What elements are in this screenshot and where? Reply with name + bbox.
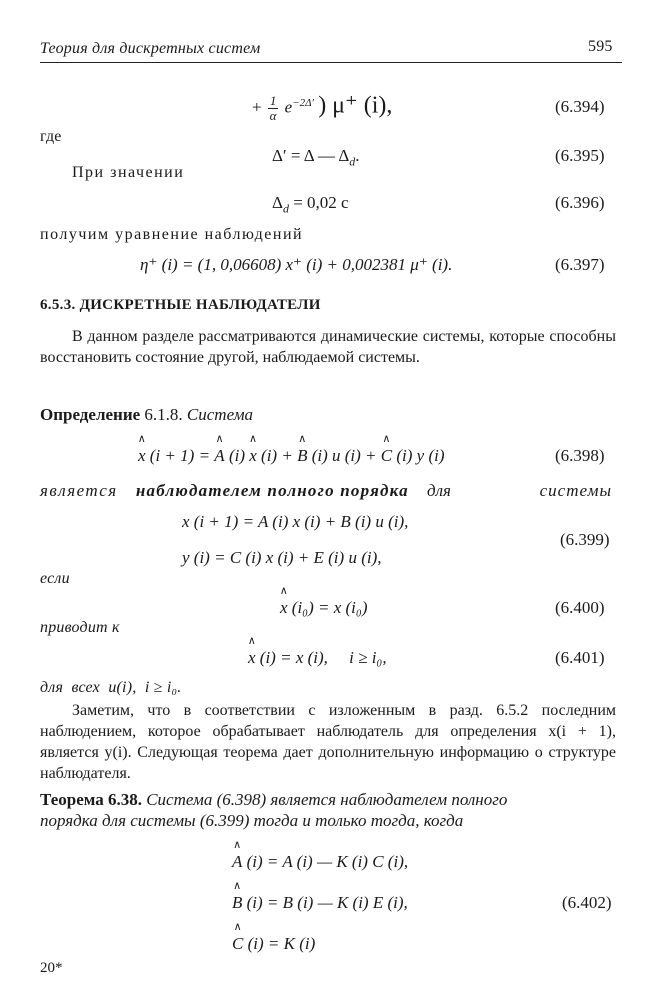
eq-6-399-line-1: x (i + 1) = A (i) x (i) + B (i) u (i), [182, 512, 409, 531]
eq-6-398-xhat-2: ∧ x [249, 446, 257, 466]
eq-6-394-number: (6.394) [555, 97, 605, 116]
for-all-line: для всех u(i), i ≥ i₀. [40, 679, 182, 696]
eq-6-402-text-3: (i) = K (i) [243, 934, 316, 953]
equation-6-394 [252, 88, 392, 123]
eq-6-402-chat: ∧ C [232, 934, 243, 954]
eq-6-402-line-3 [232, 934, 315, 954]
equation-6-396 [272, 193, 349, 216]
theorem-label: Теорема 6.38. [40, 790, 142, 809]
note-paragraph: Заметим, что в соответствии с изложенным в разд. 6.5.2 последним наблюдением, которое обрабатывает наблюдатель для определения x(i + 1), является y(i). Следующая теорема дает дополнительную информацию о структуре наблюдателя. [40, 702, 616, 782]
eq-6-402-line-1 [232, 852, 408, 872]
eq-6-397-number: (6.397) [555, 255, 605, 274]
section-title: 6.5.3. ДИСКРЕТНЫЕ НАБЛЮДАТЕЛИ [40, 297, 321, 313]
theorem-line-1 [40, 790, 620, 810]
equation-6-395 [272, 146, 360, 169]
eq-6-400-rest: (i₀) = x (i₀) [287, 598, 368, 617]
eq-6-401-number: (6.401) [555, 648, 605, 667]
eq-6-398-part-5: (i) y (i) [392, 446, 445, 465]
page-number: 595 [588, 38, 613, 55]
eq-6-402-bhat: ∧ B [232, 893, 242, 913]
eq-6-398-part-4: (i) u (i) + [307, 446, 381, 465]
eq-6-394-plus: + [252, 97, 262, 117]
eq-6-394-exp-base: e [284, 97, 293, 117]
where-label: где [40, 128, 62, 145]
eq-6-399-number: (6.399) [560, 530, 610, 549]
definition-label: Определение [40, 405, 141, 424]
eq-6-398-part-3: (i) + [256, 446, 298, 465]
obtain-label: получим уравнение наблюдений [40, 226, 304, 243]
eq-6-395-number: (6.395) [555, 146, 605, 165]
if-label: если [40, 570, 70, 587]
eq-6-394-fraction [268, 94, 279, 123]
eq-6-398-part-1: (i + 1) = [145, 446, 215, 465]
is-observer-word-3: системы [539, 481, 612, 500]
eq-6-395-tail: . [355, 146, 360, 165]
eq-6-396-value: = 0,02 c [288, 193, 349, 212]
eq-6-402-text-1: (i) = A (i) — K (i) C (i), [242, 852, 409, 871]
eq-6-394-exponent: −2Δ′ [292, 97, 314, 109]
definition-word: Система [186, 405, 254, 424]
eq-6-401-xhat: ∧ x [248, 648, 256, 668]
eq-6-398-part-2: (i) [224, 446, 250, 465]
eq-6-398-ahat: ∧ A [214, 446, 224, 466]
is-observer-word-2: для [427, 481, 451, 500]
equation-6-401 [248, 648, 387, 668]
equation-6-398 [138, 446, 445, 466]
eq-6-400-number: (6.400) [555, 598, 605, 617]
leads-to-label: приводит к [40, 619, 120, 636]
observer-term: наблюдателем полного порядка [135, 481, 409, 500]
definition-number: 6.1.8. [144, 405, 183, 424]
eq-6-396-delta: Δ [272, 193, 283, 212]
at-value-label: При значении [72, 164, 185, 181]
is-observer-line [40, 481, 616, 501]
eq-6-394-tail: ) μ⁺ (i), [318, 92, 393, 119]
footer-mark: 20* [40, 960, 63, 976]
eq-6-398-bhat: ∧ B [297, 446, 307, 466]
theorem-line-2: порядка для системы (6.399) тогда и только тогда, когда [40, 811, 464, 830]
eq-6-398-chat: ∧ C [381, 446, 392, 466]
eq-6-399-line-2: y (i) = C (i) x (i) + E (i) u (i), [182, 548, 382, 567]
eq-6-401-rest: (i) = x (i), i ≥ i₀, [255, 648, 387, 667]
header-rule [40, 62, 622, 63]
eq-6-398-number: (6.398) [555, 446, 605, 465]
eq-6-402-line-2 [232, 893, 408, 913]
eq-6-396-number: (6.396) [555, 193, 605, 212]
eq-6-402-ahat: ∧ A [232, 852, 242, 872]
equation-6-397: η⁺ (i) = (1, 0,06608) x⁺ (i) + 0,002381 μ⁺ (i). [140, 255, 453, 274]
eq-6-402-number: (6.402) [562, 893, 612, 912]
definition-heading [40, 405, 253, 425]
eq-6-398-xhat-1: ∧ x [138, 446, 146, 466]
intro-paragraph: В данном разделе рассматриваются динамические системы, которые способны восстановить состояние другой, наблюдаемой системы. [40, 328, 616, 366]
theorem-text-1: Система (6.398) является наблюдателем полного [146, 790, 508, 809]
eq-6-402-text-2: (i) = B (i) — K (i) E (i), [242, 893, 408, 912]
eq-6-395-sub: d [349, 154, 356, 169]
eq-6-394-frac-num: 1 [269, 93, 277, 109]
is-observer-word-1: является [40, 481, 118, 500]
eq-6-400-xhat: ∧ x [280, 598, 288, 618]
eq-6-395-text: Δ′ = Δ — Δ [272, 146, 350, 165]
eq-6-394-frac-den: α [269, 108, 277, 124]
running-title: Теория для дискретных систем [40, 40, 261, 57]
equation-6-400 [280, 598, 367, 618]
eq-6-396-sub: d [282, 201, 289, 216]
